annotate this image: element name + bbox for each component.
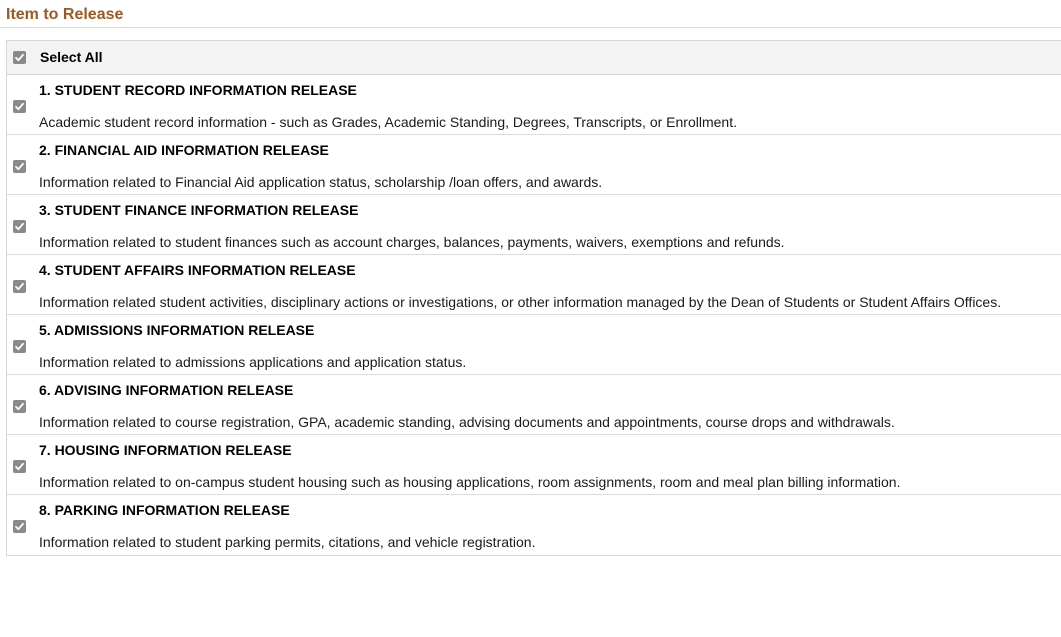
- release-item-checkbox[interactable]: [13, 460, 26, 473]
- release-item-checkbox[interactable]: [13, 100, 26, 113]
- release-item-title: 6. ADVISING INFORMATION RELEASE: [39, 382, 294, 398]
- release-item-description: Information related to student finances such as account charges, balances, payments, waivers, exemptions and refunds.: [39, 234, 785, 250]
- release-item-row: [7, 315, 1061, 375]
- release-item-description: Academic student record information - such as Grades, Academic Standing, Degrees, Transcripts, or Enrollment.: [39, 114, 737, 130]
- release-item-checkbox[interactable]: [13, 220, 26, 233]
- release-items-grid: [6, 40, 1061, 556]
- release-item-checkbox[interactable]: [13, 280, 26, 293]
- select-all-label: Select All: [40, 49, 103, 65]
- release-item-row: [7, 75, 1061, 135]
- release-item-title: 5. ADMISSIONS INFORMATION RELEASE: [39, 322, 315, 338]
- release-item-row: [7, 135, 1061, 195]
- release-item-title: 1. STUDENT RECORD INFORMATION RELEASE: [39, 82, 357, 98]
- release-item-description: Information related to admissions applications and application status.: [39, 354, 467, 370]
- checkmark-icon: [14, 101, 25, 112]
- checkmark-icon: [14, 401, 25, 412]
- release-item-checkbox[interactable]: [13, 520, 26, 533]
- release-item-row: [7, 195, 1061, 255]
- release-item-row: [7, 435, 1061, 495]
- release-item-description: Information related to Financial Aid application status, scholarship /loan offers, and awards.: [39, 174, 603, 190]
- release-item-row: [7, 495, 1061, 555]
- select-all-row: [7, 41, 1061, 75]
- checkmark-icon: [14, 52, 25, 63]
- checkmark-icon: [14, 221, 25, 232]
- select-all-checkbox[interactable]: [13, 51, 26, 64]
- release-item-checkbox[interactable]: [13, 400, 26, 413]
- release-item-checkbox[interactable]: [13, 340, 26, 353]
- release-item-row: [7, 375, 1061, 435]
- checkmark-icon: [14, 281, 25, 292]
- checkmark-icon: [14, 161, 25, 172]
- checkmark-icon: [14, 521, 25, 532]
- release-item-title: 3. STUDENT FINANCE INFORMATION RELEASE: [39, 202, 359, 218]
- release-item-title: 8. PARKING INFORMATION RELEASE: [39, 502, 290, 518]
- release-item-description: Information related student activities, disciplinary actions or investigations, or other information managed by the Dean of Students or Student Affairs Offices.: [39, 294, 1002, 310]
- release-item-row: [7, 255, 1061, 315]
- release-item-description: Information related to on-campus student housing such as housing applications, room assignments, room and meal plan billing information.: [39, 474, 901, 490]
- section-header: [0, 0, 1061, 28]
- checkmark-icon: [14, 461, 25, 472]
- release-item-checkbox[interactable]: [13, 160, 26, 173]
- release-item-title: 7. HOUSING INFORMATION RELEASE: [39, 442, 292, 458]
- checkmark-icon: [14, 341, 25, 352]
- release-item-title: 2. FINANCIAL AID INFORMATION RELEASE: [39, 142, 329, 158]
- release-item-title: 4. STUDENT AFFAIRS INFORMATION RELEASE: [39, 262, 356, 278]
- section-title: Item to Release: [6, 6, 124, 23]
- release-item-description: Information related to course registration, GPA, academic standing, advising documents and appointments, course drops and withdrawals.: [39, 414, 895, 430]
- release-item-description: Information related to student parking permits, citations, and vehicle registration.: [39, 534, 536, 550]
